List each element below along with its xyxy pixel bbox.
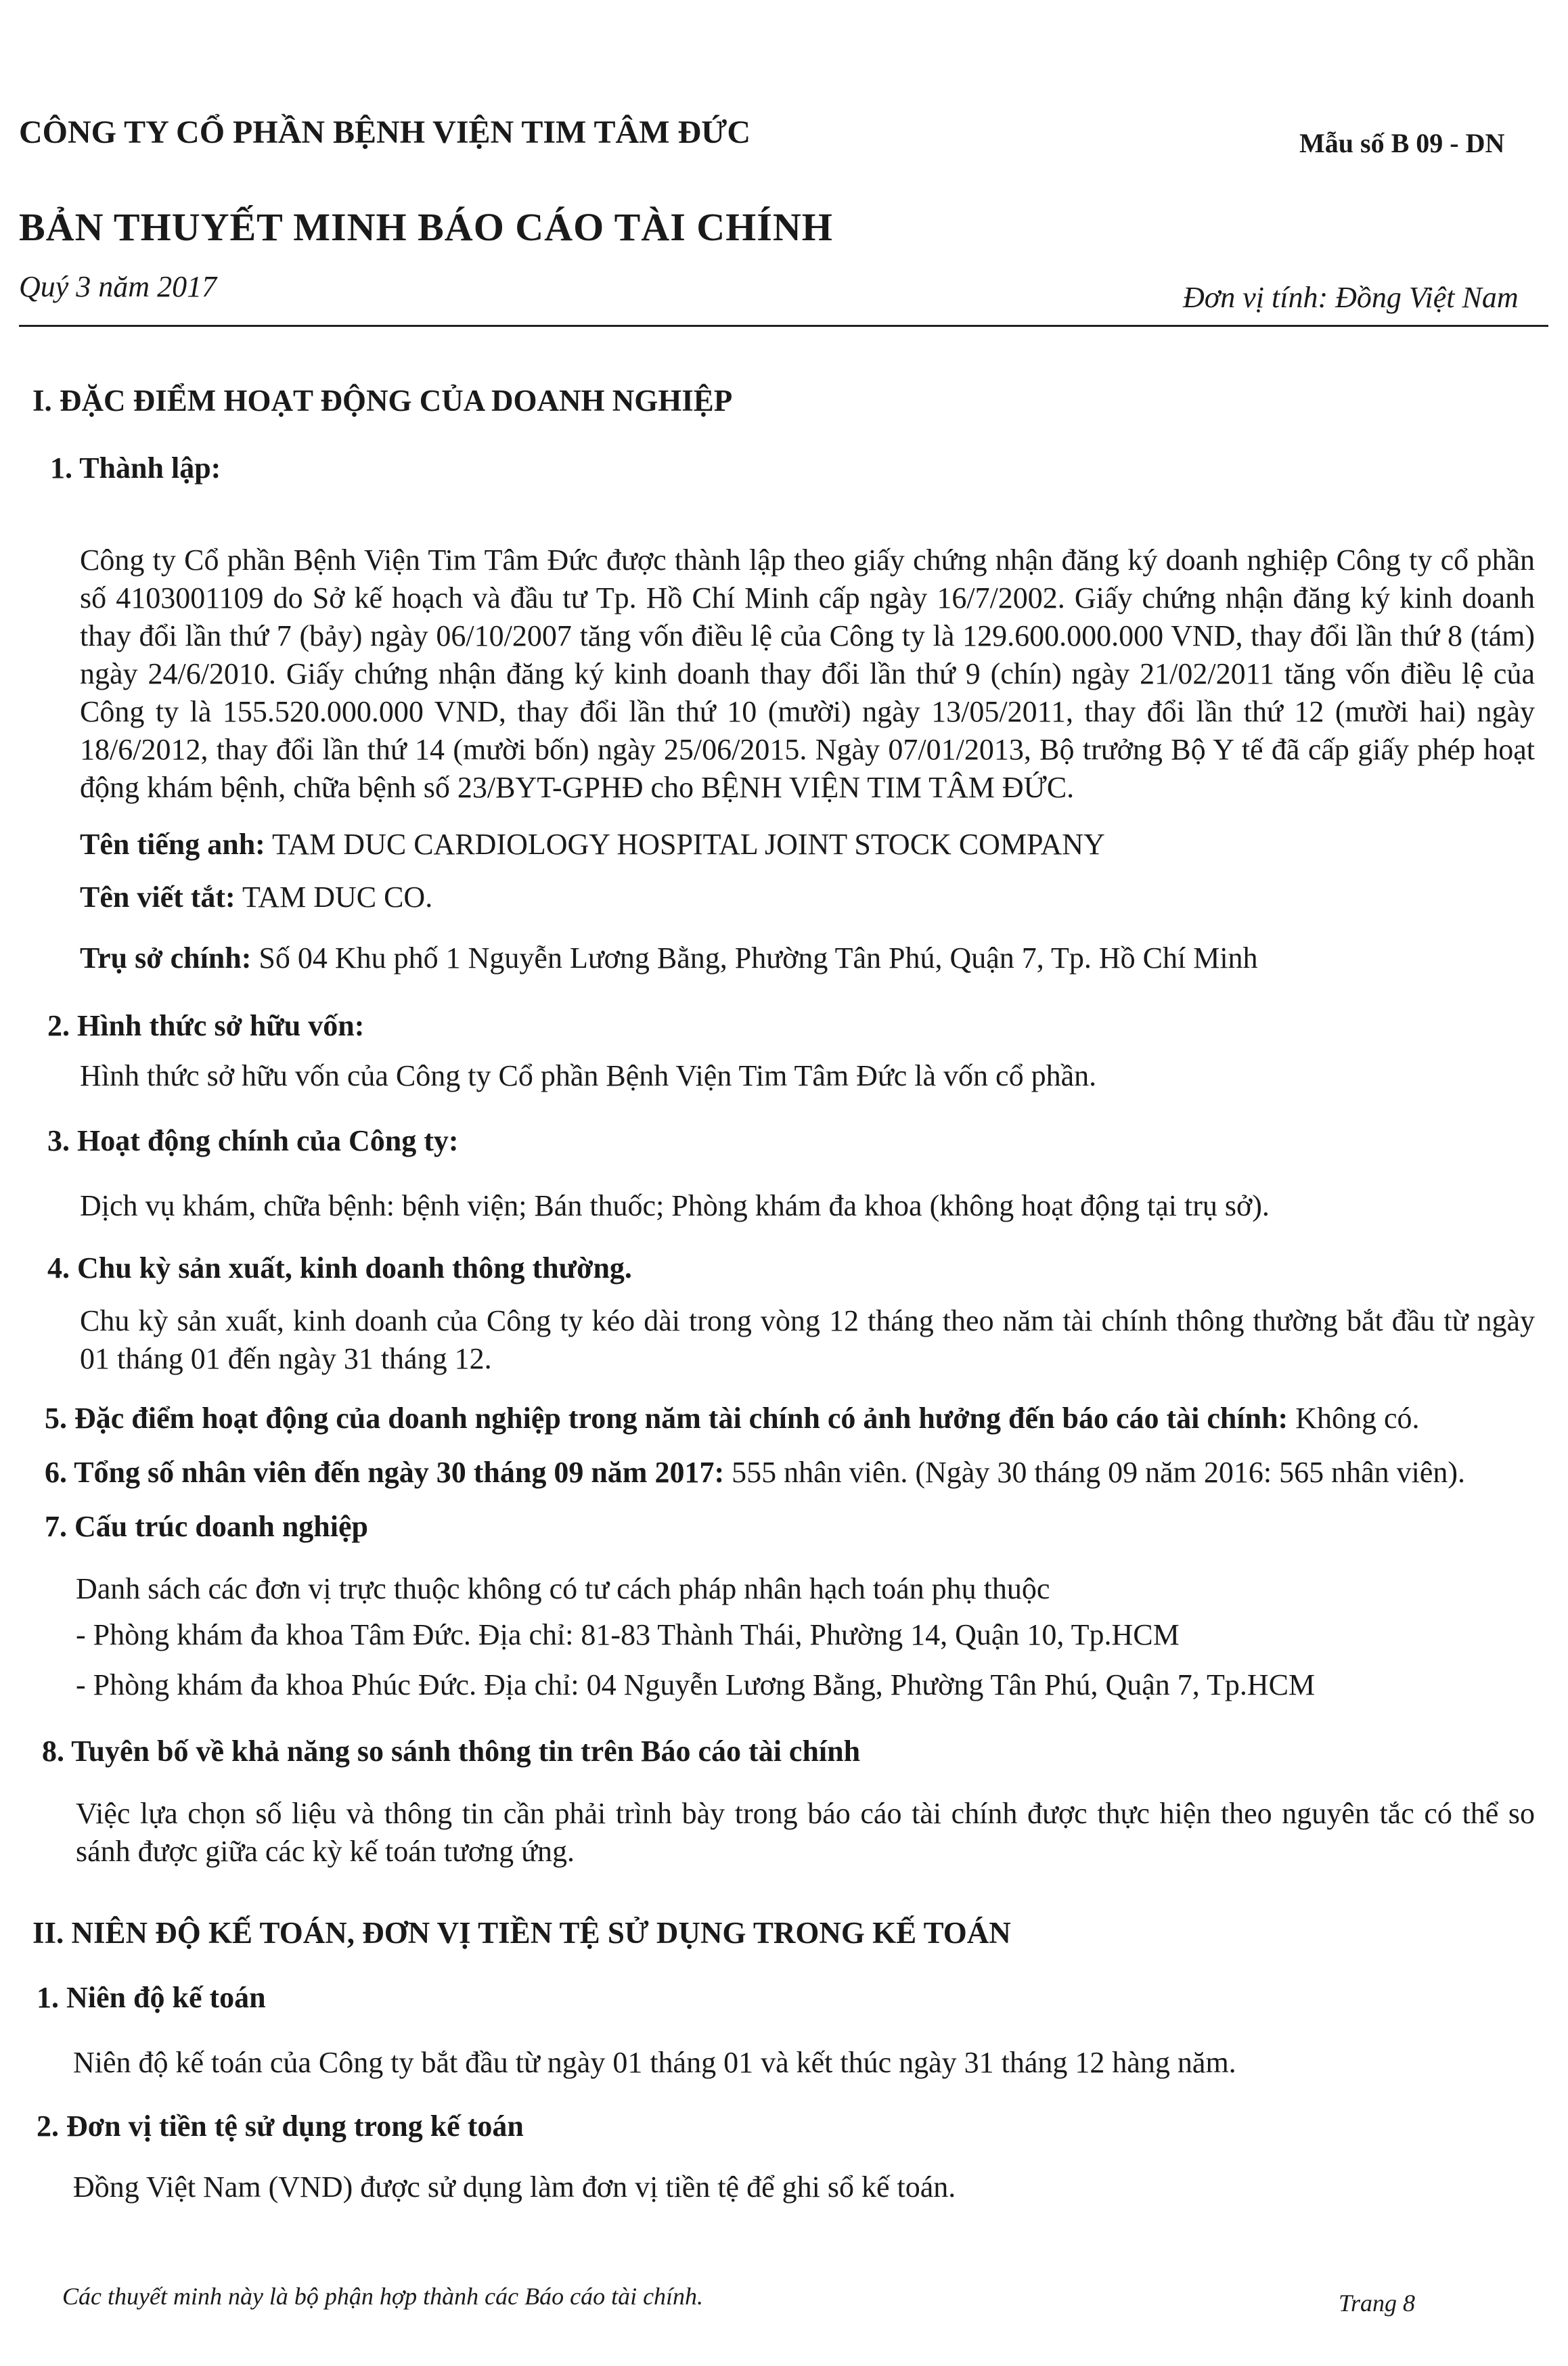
report-period: Quý 3 năm 2017 bbox=[19, 270, 217, 303]
subsection-1-3-heading: 3. Hoạt động chính của Công ty: bbox=[47, 1124, 459, 1157]
subsection-1-7-heading: 7. Cấu trúc doanh nghiệp bbox=[45, 1510, 369, 1543]
subsection-1-6-heading: 6. Tổng số nhân viên đến ngày 30 tháng 09 năm 2017: bbox=[45, 1456, 725, 1489]
establishment-paragraph: Công ty Cổ phần Bệnh Viện Tim Tâm Đức được thành lập theo giấy chứng nhận đăng ký doanh nghiệp Công ty cổ phần số 4103001109 do Sở kế hoạch và đầu tư Tp. Hồ Chí Minh cấp ngày 16/7/2002. Giấy chứng nhận đăng ký kinh doanh thay đổi lần thứ 7 (bảy) ngày 06/10/2007 tăng vốn điều lệ của Công ty là 129.600.000.000 VND, thay đổi lần thứ 8 (tám) ngày 24/6/2010. Giấy chứng nhận đăng ký kinh doanh thay đổi lần thứ 9 (chín) ngày 21/02/2011 tăng vốn điều lệ của Công ty là 155.520.000.000 VND, thay đổi lần thứ 10 (mười) ngày 13/05/2011, thay đổi lần thứ 12 (mười hai) ngày 18/6/2012, thay đổi lần thứ 14 (mười bốn) ngày 25/06/2015. Ngày 07/01/2013, Bộ trưởng Bộ Y tế đã cấp giấy phép hoạt động khám bệnh, chữa bệnh số 23/BYT-GPHĐ cho BỆNH VIỆN TIM TÂM ĐỨC. bbox=[80, 543, 1535, 804]
subsection-1-5-value: Không có. bbox=[1295, 1402, 1420, 1435]
english-name-label: Tên tiếng anh: bbox=[80, 828, 265, 861]
footer-note: Các thuyết minh này là bộ phận hợp thành các Báo cáo tài chính. bbox=[62, 2283, 704, 2310]
short-name-value: TAM DUC CO. bbox=[242, 880, 433, 914]
structure-item: - Phòng khám đa khoa Phúc Đức. Địa chỉ: 04 Nguyễn Lương Bằng, Phường Tân Phú, Quận 7, Tp.HCM bbox=[76, 1668, 1316, 1701]
business-cycle-paragraph: Chu kỳ sản xuất, kinh doanh của Công ty kéo dài trong vòng 12 tháng theo năm tài chính thông thường bắt đầu từ ngày 01 tháng 01 đến ngày 31 tháng 12. bbox=[80, 1304, 1535, 1375]
subsection-1-5-line bbox=[45, 1401, 1420, 1435]
page-number: Trang 8 bbox=[1339, 2290, 1416, 2317]
subsection-1-8-heading: 8. Tuyên bố về khả năng so sánh thông tin trên Báo cáo tài chính bbox=[42, 1735, 861, 1768]
comparability-paragraph: Việc lựa chọn số liệu và thông tin cần phải trình bày trong báo cáo tài chính được thực hiện theo nguyên tắc có thể so sánh được giữa các kỳ kế toán tương ứng. bbox=[76, 1797, 1535, 1868]
structure-item: - Phòng khám đa khoa Tâm Đức. Địa chỉ: 81-83 Thành Thái, Phường 14, Quận 10, Tp.HCM bbox=[76, 1618, 1180, 1651]
ownership-text: Hình thức sở hữu vốn của Công ty Cổ phần Bệnh Viện Tim Tâm Đức là vốn cổ phần. bbox=[80, 1059, 1097, 1092]
subsection-1-5-heading: 5. Đặc điểm hoạt động của doanh nghiệp trong năm tài chính có ảnh hưởng đến báo cáo tài chính: bbox=[45, 1402, 1289, 1435]
header-divider bbox=[19, 325, 1548, 327]
structure-intro: Danh sách các đơn vị trực thuộc không có tư cách pháp nhân hạch toán phụ thuộc bbox=[76, 1572, 1050, 1605]
form-code: Mẫu số B 09 - DN bbox=[1299, 128, 1505, 158]
main-activities-text: Dịch vụ khám, chữa bệnh: bệnh viện; Bán thuốc; Phòng khám đa khoa (không hoạt động tại trụ sở). bbox=[80, 1189, 1270, 1222]
document-title: BẢN THUYẾT MINH BÁO CÁO TÀI CHÍNH bbox=[19, 205, 833, 249]
subsection-1-6-line bbox=[45, 1455, 1465, 1490]
subsection-1-6-value: 555 nhân viên. (Ngày 30 tháng 09 năm 2016: 565 nhân viên). bbox=[732, 1456, 1466, 1489]
currency-unit: Đơn vị tính: Đồng Việt Nam bbox=[1183, 281, 1519, 314]
subsection-1-4-heading: 4. Chu kỳ sản xuất, kinh doanh thông thường. bbox=[47, 1251, 632, 1285]
headquarters-value: Số 04 Khu phố 1 Nguyễn Lương Bằng, Phường Tân Phú, Quận 7, Tp. Hồ Chí Minh bbox=[259, 941, 1258, 975]
english-name-value: TAM DUC CARDIOLOGY HOSPITAL JOINT STOCK COMPANY bbox=[272, 828, 1105, 861]
subsection-1-2-heading: 2. Hình thức sở hữu vốn: bbox=[47, 1009, 365, 1042]
subsection-2-2-heading: 2. Đơn vị tiền tệ sử dụng trong kế toán bbox=[37, 2110, 524, 2143]
short-name-label: Tên viết tắt: bbox=[80, 880, 236, 914]
company-name: CÔNG TY CỔ PHẦN BỆNH VIỆN TIM TÂM ĐỨC bbox=[19, 114, 751, 150]
subsection-1-1-heading: 1. Thành lập: bbox=[50, 451, 221, 485]
short-name-line bbox=[80, 880, 432, 914]
headquarters-label: Trụ sở chính: bbox=[80, 941, 252, 975]
english-name-line bbox=[80, 827, 1105, 862]
fiscal-year-text: Niên độ kế toán của Công ty bắt đầu từ ngày 01 tháng 01 và kết thúc ngày 31 tháng 12 hàng năm. bbox=[73, 2046, 1236, 2079]
section-2-heading: II. NIÊN ĐỘ KẾ TOÁN, ĐƠN VỊ TIỀN TỆ SỬ DỤNG TRONG KẾ TOÁN bbox=[32, 1916, 1011, 1950]
headquarters-line bbox=[80, 941, 1258, 975]
section-1-heading: I. ĐẶC ĐIỂM HOẠT ĐỘNG CỦA DOANH NGHIỆP bbox=[32, 384, 733, 418]
subsection-2-1-heading: 1. Niên độ kế toán bbox=[37, 1981, 266, 2014]
currency-text: Đồng Việt Nam (VND) được sử dụng làm đơn vị tiền tệ để ghi sổ kế toán. bbox=[73, 2170, 956, 2204]
